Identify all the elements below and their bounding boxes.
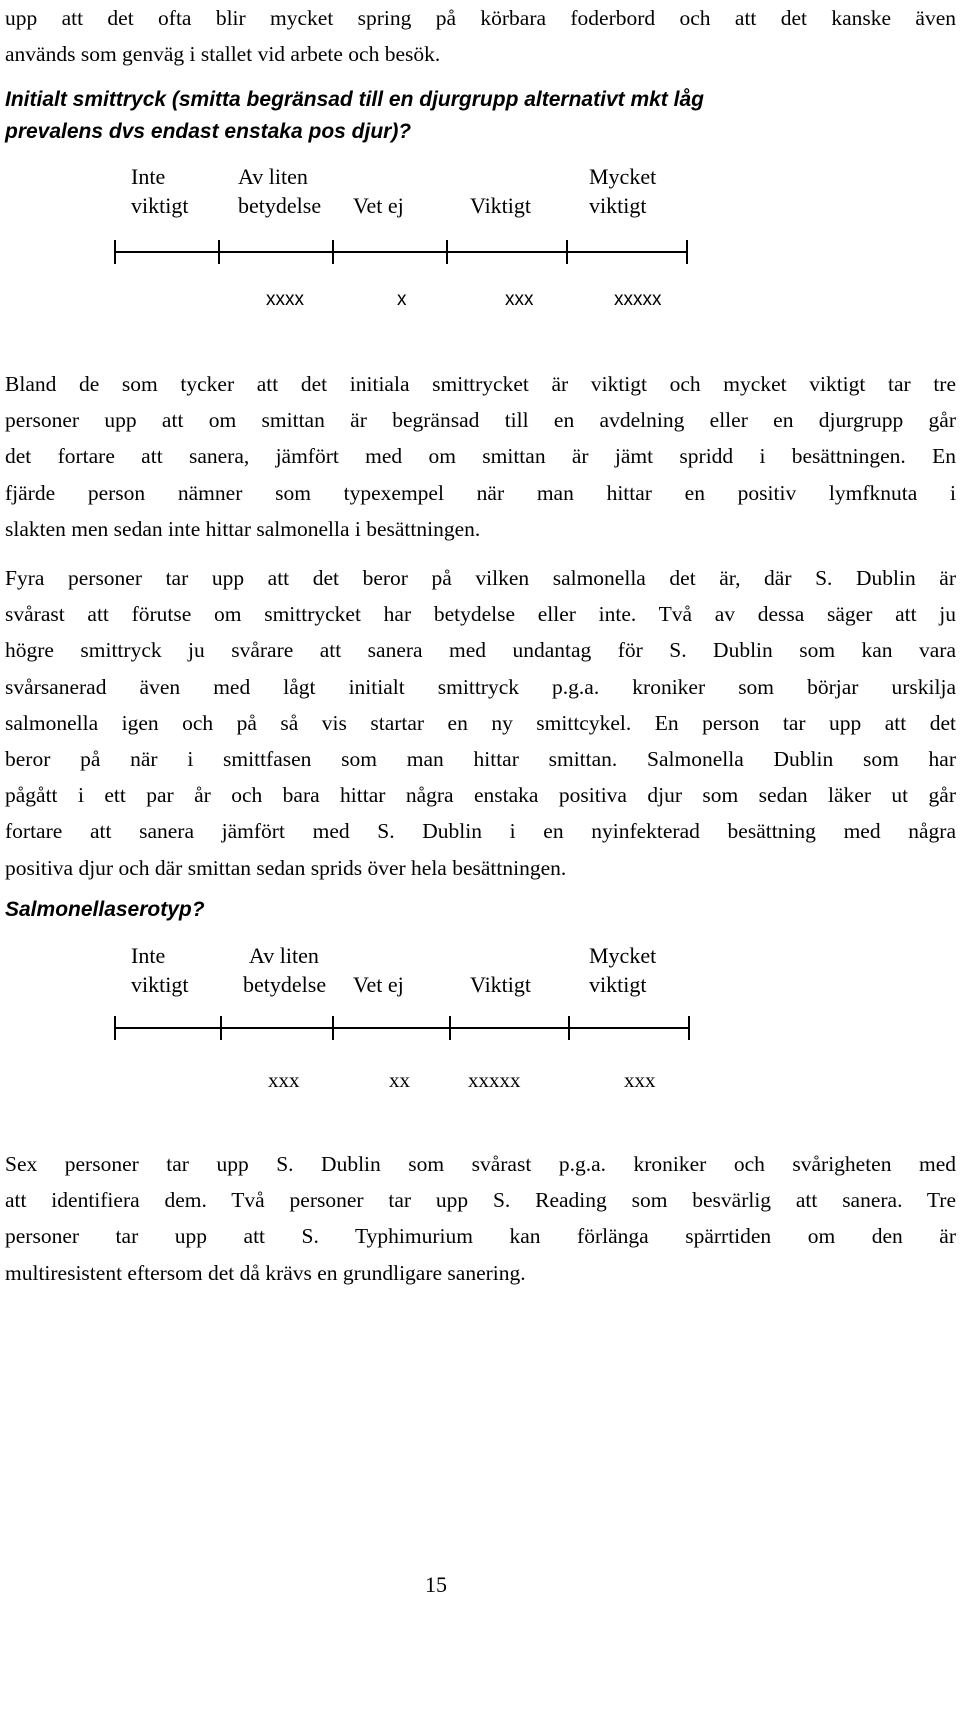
text-line: fortare att sanera jämfört med S. Dublin i en nyinfekterad besättning med några xyxy=(5,819,956,844)
scale-label-bottom: Vet ej xyxy=(353,193,404,218)
text-line: salmonella igen och på så vis startar en ny smittcykel. En person tar upp att det xyxy=(5,710,956,735)
text-line: används som genväg i stallet vid arbete och besök. xyxy=(5,42,441,67)
text-line: svårsanerad även med lågt initialt smittryck p.g.a. kroniker som börjar urskilja xyxy=(5,674,956,699)
text-line: det fortare att sanera, jämfört med om smittan är jämt spridd i besättningen. En xyxy=(5,444,956,469)
scale-tick xyxy=(566,240,568,264)
response-marks: xxx xyxy=(624,1068,656,1092)
text-line: personer tar upp att S. Typhimurium kan förlänga spärrtiden om den är xyxy=(5,1224,956,1249)
scale-label-bottom: viktigt xyxy=(589,972,647,997)
text-line: svårast att förutse om smittrycket har betydelse eller inte. Två av dessa säger att ju xyxy=(5,602,956,627)
scale-label-top: Inte xyxy=(131,164,166,189)
text-line: att identifiera dem. Två personer tar upp S. Reading som besvärlig att sanera. Tre xyxy=(5,1188,956,1213)
scale-label-bottom: viktigt xyxy=(131,193,189,218)
scale-label-bottom: Viktigt xyxy=(470,193,532,218)
text-line: fjärde person nämner som typexempel när man hittar en positiv lymfknuta i xyxy=(5,480,956,505)
scale-label-top: Mycket xyxy=(589,164,657,189)
scale-tick xyxy=(218,240,220,264)
question-heading-line: prevalens dvs endast enstaka pos djur)? xyxy=(5,120,412,143)
scale-line xyxy=(114,251,688,253)
text-line: beror på när i smittfasen som man hittar smittan. Salmonella Dublin som har xyxy=(5,747,956,772)
text-line: personer upp att om smittan är begränsad till en avdelning eller en djurgrupp går xyxy=(5,408,956,433)
scale-label-top: Av liten xyxy=(238,164,308,189)
scale-tick xyxy=(114,1016,116,1040)
text-line: positiva djur och där smittan sedan sprids över hela besättningen. xyxy=(5,855,567,880)
response-marks: xxx xyxy=(268,1068,300,1092)
scale-tick xyxy=(220,1016,222,1040)
scale-label-top: Mycket xyxy=(589,943,657,968)
text-line: Sex personer tar upp S. Dublin som svårast p.g.a. kroniker och svårigheten med xyxy=(5,1152,956,1176)
text-line: slakten men sedan inte hittar salmonella i besättningen. xyxy=(5,516,481,541)
scale-label-bottom: viktigt xyxy=(131,972,189,997)
text-line: multiresistent eftersom det då krävs en grundligare sanering. xyxy=(5,1260,526,1285)
text-line: Bland de som tycker att det initiala smittrycket är viktigt och mycket viktigt tar tre xyxy=(5,372,956,396)
scale-label-bottom: Viktigt xyxy=(470,972,532,997)
body-paragraph xyxy=(5,366,956,547)
intro-paragraph xyxy=(5,0,956,72)
scale-label-bottom: viktigt xyxy=(589,193,647,218)
response-marks: xx xyxy=(389,1068,410,1092)
page-number: 15 xyxy=(425,1572,447,1597)
scale-tick xyxy=(114,240,116,264)
scale-label-bottom: betydelse xyxy=(243,972,327,997)
scale-tick xyxy=(332,1016,334,1040)
scale-tick xyxy=(686,240,688,264)
text-line: upp att det ofta blir mycket spring på körbara foderbord och att det kanske även xyxy=(5,6,956,30)
response-marks: xxxxx xyxy=(468,1068,521,1092)
scale-tick xyxy=(332,240,334,264)
text-line: pågått i ett par år och bara hittar några enstaka positiva djur som sedan läker ut går xyxy=(5,783,956,808)
scale-tick xyxy=(688,1016,690,1040)
scale-label-top: Inte xyxy=(131,943,166,968)
scale-label-bottom: betydelse xyxy=(238,193,322,218)
question-heading: Salmonellaserotyp? xyxy=(5,898,205,921)
body-paragraph xyxy=(5,1146,956,1291)
text-line: högre smittryck ju svårare att sanera med undantag för S. Dublin som kan vara xyxy=(5,638,956,663)
body-paragraph xyxy=(5,560,956,886)
scale-tick xyxy=(568,1016,570,1040)
response-marks: xxx xyxy=(505,289,534,310)
question-heading-line: Initialt smittryck (smitta begränsad till en djurgrupp alternativt mkt låg xyxy=(5,88,704,111)
scale-line xyxy=(114,1027,690,1029)
scale-label-top: Av liten xyxy=(249,943,319,968)
text-line: Fyra personer tar upp att det beror på vilken salmonella det är, där S. Dublin är xyxy=(5,566,956,590)
scale-tick xyxy=(449,1016,451,1040)
response-marks: xxxx xyxy=(266,289,304,310)
scale-label-bottom: Vet ej xyxy=(353,972,404,997)
response-marks: xxxxx xyxy=(614,289,662,310)
response-marks: x xyxy=(397,289,407,310)
scale-tick xyxy=(446,240,448,264)
